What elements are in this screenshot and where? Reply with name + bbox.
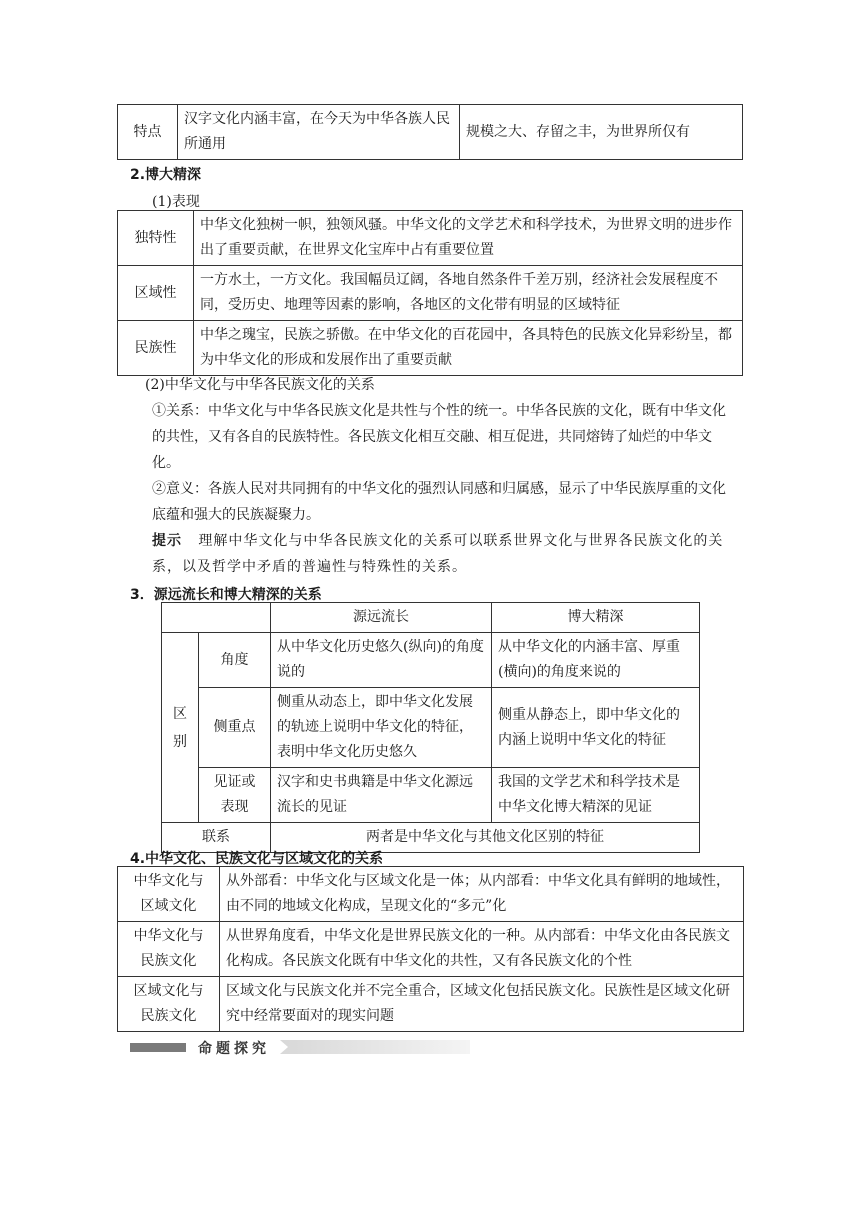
relation-label-text: 中华文化与民族文化 — [133, 928, 204, 969]
tip-text: 理解中华文化与中华各民族文化的关系可以联系世界文化与世界各民族文化的关系，以及哲学中矛盾的普遍性与特殊性的关系。 — [152, 533, 724, 575]
relation-text: 区域文化与民族文化并不完全重合，区域文化包括民族文化。民族性是区域文化研究中经常要面对的现实问题 — [220, 977, 744, 1032]
top-feature-table — [117, 104, 743, 160]
table-row — [118, 922, 744, 977]
cell-b: 侧重从静态上，即中华文化的内涵上说明中华文化的特征 — [492, 688, 700, 768]
row-label — [199, 768, 271, 823]
feature-col2: 规模之大、存留之丰，为世界所仅有 — [460, 105, 743, 160]
table-row — [162, 768, 700, 823]
cell-a: 从中华文化历史悠久(纵向)的角度说的 — [271, 633, 492, 688]
group-label — [162, 633, 199, 823]
link-label: 联系 — [162, 823, 271, 853]
banner-title: 命题探究 — [198, 1041, 270, 1057]
expression-text: 中华文化独树一帜，独领风骚。中华文化的文学艺术和科学技术，为世界文明的进步作出了重要贡献，在世界文化宝库中占有重要位置 — [194, 211, 743, 266]
meaning-paragraph: ②意义：各族人民对共同拥有的中华文化的强烈认同感和归属感，显示了中华民族厚重的文化底蕴和强大的民族凝聚力。 — [152, 481, 726, 523]
relation-label-text: 中华文化与区域文化 — [133, 873, 204, 914]
corner-cell — [162, 603, 271, 633]
row-label: 侧重点 — [199, 688, 271, 768]
expression-text: 中华之瑰宝，民族之骄傲。在中华文化的百花园中，各具特色的民族文化异彩纷呈，都为中华文化的形成和发展作出了重要贡献 — [194, 321, 743, 376]
relation-table — [117, 866, 744, 1032]
group-label-text: 区别 — [173, 705, 187, 750]
link-text: 两者是中华文化与其他文化区别的特征 — [271, 823, 700, 853]
section2-sub2: (2)中华文化与中华各民族文化的关系 — [145, 377, 375, 393]
expression-row — [118, 321, 743, 376]
relation-text: 从外部看：中华文化与区域文化是一体；从内部看：中华文化具有鲜明的地域性，由不同的地域文化构成，呈现文化的“多元”化 — [220, 867, 744, 922]
expression-table — [117, 210, 743, 376]
relation-label-text: 区域文化与民族文化 — [133, 983, 204, 1024]
relation-label — [118, 977, 220, 1032]
expression-row — [118, 266, 743, 321]
row-label: 角度 — [199, 633, 271, 688]
expression-label: 独特性 — [118, 211, 194, 266]
feature-label: 特点 — [118, 105, 178, 160]
section2-sub1: (1)表现 — [152, 194, 200, 210]
banner-chevron-icon — [280, 1040, 288, 1054]
relation-label — [118, 867, 220, 922]
banner-bar — [130, 1043, 186, 1052]
section3-heading: 3．源远流长和博大精深的关系 — [130, 587, 322, 603]
comparison-table — [161, 602, 700, 853]
section4-heading: 4.中华文化、民族文化与区域文化的关系 — [130, 851, 384, 867]
expression-text: 一方水土，一方文化。我国幅员辽阔，各地自然条件千差万别，经济社会发展程度不同，受历史、地理等因素的影响，各地区的文化带有明显的区域特征 — [194, 266, 743, 321]
expression-row — [118, 211, 743, 266]
feature-col1: 汉字文化内涵丰富，在今天为中华各族人民所通用 — [178, 105, 460, 160]
cell-b: 从中华文化的内涵丰富、厚重(横向)的角度来说的 — [492, 633, 700, 688]
row-label-text: 见证或表现 — [213, 774, 256, 815]
relation-paragraph: ①关系：中华文化与中华各民族文化是共性与个性的统一。中华各民族的文化，既有中华文化的共性，又有各自的民族特性。各民族文化相互交融、相互促进，共同熔铸了灿烂的中华文化。 — [152, 403, 726, 471]
table-row — [162, 688, 700, 768]
column-header: 博大精深 — [492, 603, 700, 633]
tip-label: 提示 — [152, 533, 182, 549]
section-banner — [130, 1038, 470, 1056]
table-row — [118, 977, 744, 1032]
relation-text: 从世界角度看，中华文化是世界民族文化的一种。从内部看：中华文化由各民族文化构成。各民族文化既有中华文化的共性，又有各民族文化的个性 — [220, 922, 744, 977]
cell-a: 侧重从动态上，即中华文化发展的轨迹上说明中华文化的特征，表明中华文化历史悠久 — [271, 688, 492, 768]
relation-label — [118, 922, 220, 977]
cell-a: 汉字和史书典籍是中华文化源远流长的见证 — [271, 768, 492, 823]
banner-fade — [280, 1040, 470, 1054]
expression-label: 区域性 — [118, 266, 194, 321]
table-row — [162, 633, 700, 688]
table-row — [118, 867, 744, 922]
column-header: 源远流长 — [271, 603, 492, 633]
cell-b: 我国的文学艺术和科学技术是中华文化博大精深的见证 — [492, 768, 700, 823]
expression-label: 民族性 — [118, 321, 194, 376]
section2-heading: 2.博大精深 — [130, 167, 202, 183]
tip-paragraph — [152, 528, 737, 580]
